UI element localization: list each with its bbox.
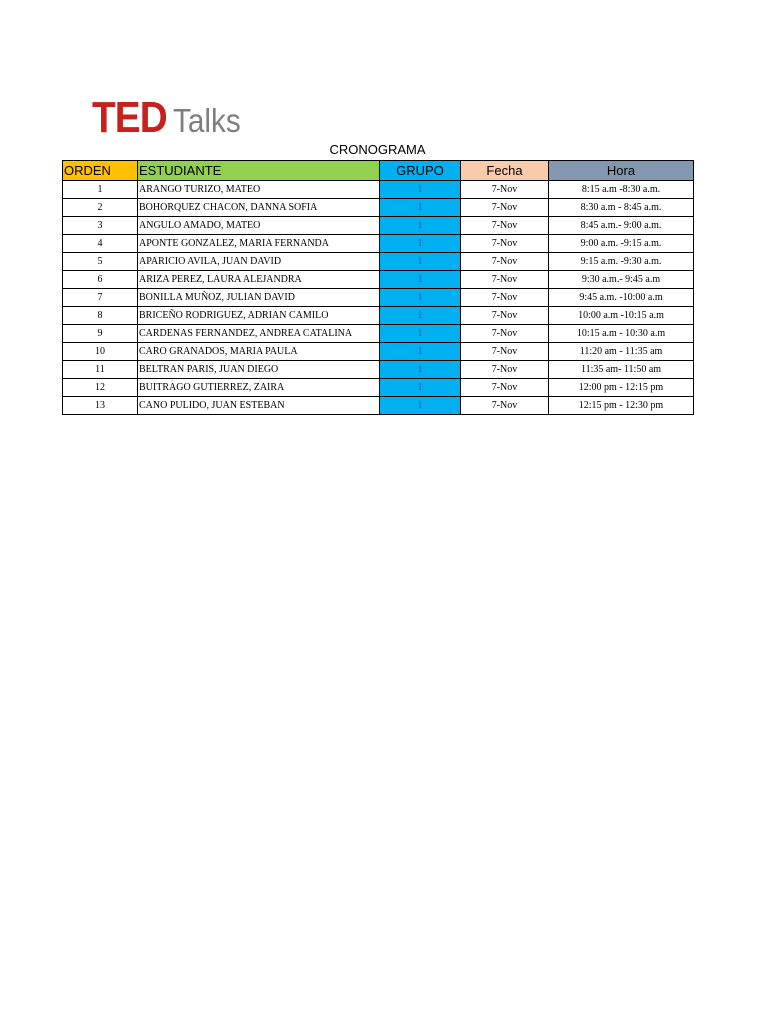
cell-estudiante: APONTE GONZALEZ, MARIA FERNANDA xyxy=(138,235,380,253)
cell-fecha: 7-Nov xyxy=(461,343,549,361)
cell-hora: 10:00 a.m -10:15 a.m xyxy=(549,307,694,325)
cell-orden: 6 xyxy=(63,271,138,289)
logo-ted-text: TED xyxy=(92,93,167,142)
table-row xyxy=(63,181,694,199)
cell-orden: 13 xyxy=(63,397,138,415)
table-row xyxy=(63,307,694,325)
cell-hora: 9:45 a.m. -10:00 a.m xyxy=(549,289,694,307)
cell-fecha: 7-Nov xyxy=(461,307,549,325)
cell-fecha: 7-Nov xyxy=(461,271,549,289)
cell-hora: 11:20 am - 11:35 am xyxy=(549,343,694,361)
cell-hora: 12:00 pm - 12:15 pm xyxy=(549,379,694,397)
cell-fecha: 7-Nov xyxy=(461,217,549,235)
cell-grupo: 1 xyxy=(380,307,461,325)
cell-grupo: 1 xyxy=(380,253,461,271)
cell-estudiante: APARICIO AVILA, JUAN DAVID xyxy=(138,253,380,271)
cell-orden: 1 xyxy=(63,181,138,199)
cell-orden: 9 xyxy=(63,325,138,343)
logo-talks-text: Talks xyxy=(173,102,241,139)
cell-orden: 11 xyxy=(63,361,138,379)
cell-estudiante: CANO PULIDO, JUAN ESTEBAN xyxy=(138,397,380,415)
cell-orden: 10 xyxy=(63,343,138,361)
cell-fecha: 7-Nov xyxy=(461,325,549,343)
cell-hora: 9:15 a.m. -9:30 a.m. xyxy=(549,253,694,271)
cell-grupo: 1 xyxy=(380,235,461,253)
cell-fecha: 7-Nov xyxy=(461,181,549,199)
cell-fecha: 7-Nov xyxy=(461,361,549,379)
cell-estudiante: BRICEÑO RODRIGUEZ, ADRIAN CAMILO xyxy=(138,307,380,325)
table-row xyxy=(63,361,694,379)
cell-hora: 9:30 a.m.- 9:45 a.m xyxy=(549,271,694,289)
table-row xyxy=(63,379,694,397)
cell-estudiante: BELTRAN PARIS, JUAN DIEGO xyxy=(138,361,380,379)
table-row xyxy=(63,343,694,361)
cell-grupo: 1 xyxy=(380,325,461,343)
cell-orden: 3 xyxy=(63,217,138,235)
schedule-table xyxy=(62,160,694,415)
cell-orden: 2 xyxy=(63,199,138,217)
cell-hora: 9:00 a.m. -9:15 a.m. xyxy=(549,235,694,253)
cell-fecha: 7-Nov xyxy=(461,289,549,307)
cell-hora: 8:30 a.m - 8:45 a.m. xyxy=(549,199,694,217)
page-title: CRONOGRAMA xyxy=(329,142,426,157)
cell-grupo: 1 xyxy=(380,361,461,379)
table-row xyxy=(63,199,694,217)
cell-estudiante: BONILLA MUÑOZ, JULIAN DAVID xyxy=(138,289,380,307)
table-row xyxy=(63,325,694,343)
cell-orden: 8 xyxy=(63,307,138,325)
cell-grupo: 1 xyxy=(380,343,461,361)
cell-estudiante: ANGULO AMADO, MATEO xyxy=(138,217,380,235)
cell-grupo: 1 xyxy=(380,289,461,307)
cell-estudiante: BOHORQUEZ CHACON, DANNA SOFIA xyxy=(138,199,380,217)
header-hora: Hora xyxy=(549,161,694,181)
cell-fecha: 7-Nov xyxy=(461,199,549,217)
cell-grupo: 1 xyxy=(380,271,461,289)
table-row xyxy=(63,289,694,307)
cell-estudiante: CARDENAS FERNANDEZ, ANDREA CATALINA xyxy=(138,325,380,343)
table-row xyxy=(63,217,694,235)
cell-hora: 8:45 a.m.- 9:00 a.m. xyxy=(549,217,694,235)
cell-fecha: 7-Nov xyxy=(461,397,549,415)
cell-hora: 11:35 am- 11:50 am xyxy=(549,361,694,379)
cell-hora: 8:15 a.m -8:30 a.m. xyxy=(549,181,694,199)
cell-estudiante: BUITRAGO GUTIERREZ, ZAIRA xyxy=(138,379,380,397)
table-row xyxy=(63,253,694,271)
cell-grupo: 1 xyxy=(380,199,461,217)
cell-orden: 7 xyxy=(63,289,138,307)
cell-grupo: 1 xyxy=(380,397,461,415)
ted-talks-logo xyxy=(92,93,248,143)
cell-estudiante: ARANGO TURIZO, MATEO xyxy=(138,181,380,199)
cell-hora: 10:15 a.m - 10:30 a.m xyxy=(549,325,694,343)
cell-grupo: 1 xyxy=(380,181,461,199)
cell-estudiante: CARO GRANADOS, MARIA PAULA xyxy=(138,343,380,361)
table-row xyxy=(63,271,694,289)
cell-fecha: 7-Nov xyxy=(461,235,549,253)
cell-orden: 4 xyxy=(63,235,138,253)
cell-grupo: 1 xyxy=(380,217,461,235)
cell-hora: 12:15 pm - 12:30 pm xyxy=(549,397,694,415)
header-orden: ORDEN xyxy=(63,161,138,181)
header-grupo: GRUPO xyxy=(380,161,461,181)
header-fecha: Fecha xyxy=(461,161,549,181)
table-body xyxy=(63,181,694,415)
header-estudiante: ESTUDIANTE xyxy=(138,161,380,181)
table-row xyxy=(63,397,694,415)
cell-orden: 5 xyxy=(63,253,138,271)
table-row xyxy=(63,235,694,253)
table-header-row xyxy=(63,161,694,181)
cell-fecha: 7-Nov xyxy=(461,379,549,397)
cell-orden: 12 xyxy=(63,379,138,397)
cell-grupo: 1 xyxy=(380,379,461,397)
cell-fecha: 7-Nov xyxy=(461,253,549,271)
cell-estudiante: ARIZA PEREZ, LAURA ALEJANDRA xyxy=(138,271,380,289)
